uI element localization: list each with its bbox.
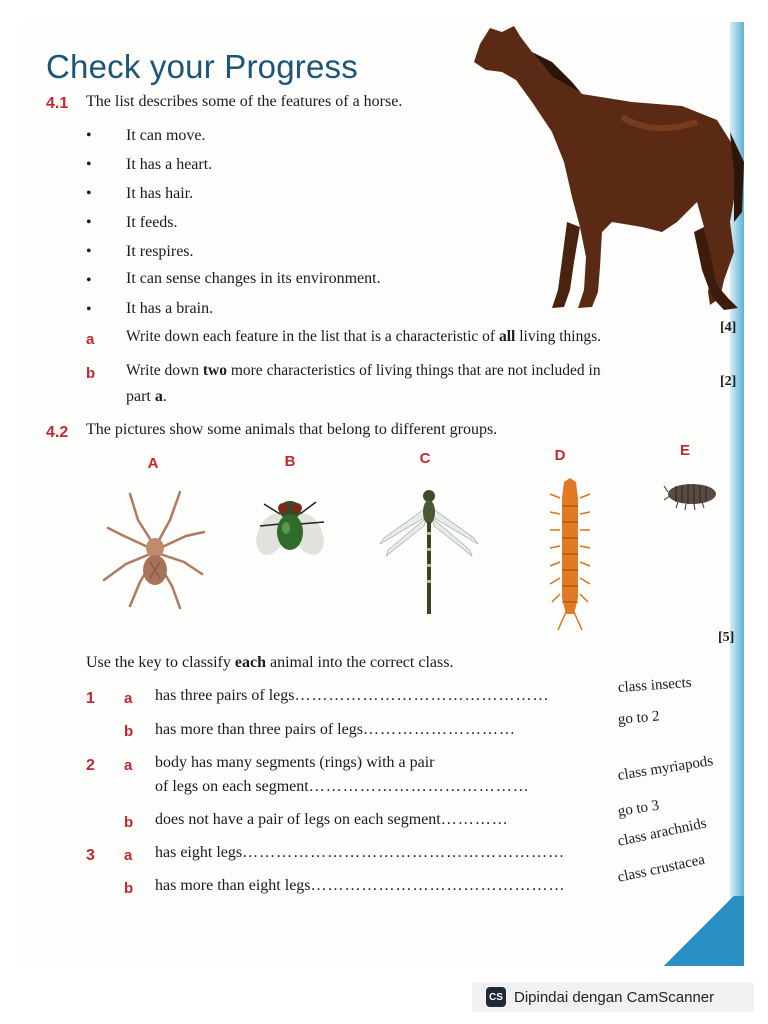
key-step-number: 3: [86, 847, 95, 864]
list-item: It feeds.: [126, 214, 178, 231]
fly-icon: [250, 484, 330, 564]
animal-label-b: B: [284, 453, 296, 470]
question-number-4-2: 4.2: [46, 424, 69, 441]
bullet-marker: •: [86, 214, 92, 231]
key-option-label: b: [124, 814, 134, 831]
part-a-label: a: [86, 331, 95, 348]
camscanner-text: Dipindai dengan CamScanner: [514, 988, 715, 1006]
key-step-number: 1: [86, 690, 95, 707]
part-a-text: Write down each feature in the list that is a characteristic of all living things.: [126, 328, 602, 345]
question-number-4-1: 4.1: [46, 95, 69, 112]
key-option-label: a: [124, 690, 133, 707]
textbook-page: [22, 22, 744, 966]
animal-label-c: C: [419, 450, 431, 467]
key-result: class arachnids: [616, 815, 708, 850]
key-intro: Use the key to classify each animal into the correct class.: [86, 654, 454, 671]
question-4-1-intro: The list describes some of the features of a horse.: [86, 93, 403, 110]
bullet-marker: •: [86, 272, 92, 289]
page-corner-curl: [654, 896, 744, 966]
bullet-marker: •: [86, 243, 92, 260]
key-option-label: b: [124, 723, 134, 740]
centipede-icon: [548, 478, 592, 633]
animal-label-e: E: [679, 442, 690, 459]
key-row: has more than eight legs………………………………………: [155, 877, 566, 894]
key-row-continued: of legs on each segment…………………………………: [155, 778, 530, 795]
key-result: go to 3: [616, 797, 661, 820]
camscanner-watermark: [472, 982, 754, 1012]
woodlouse-icon: [664, 480, 720, 512]
key-row: does not have a pair of legs on each segment…………: [155, 811, 509, 828]
part-b-label: b: [86, 365, 96, 382]
part-b-marks: [2]: [720, 374, 737, 389]
key-result: go to 2: [617, 708, 661, 728]
bullet-marker: •: [86, 156, 92, 173]
part-a-marks: [4]: [720, 320, 737, 335]
key-result: class insects: [617, 674, 693, 696]
key-step-number: 2: [86, 757, 95, 774]
list-item: It has a heart.: [126, 156, 213, 173]
bullet-marker: •: [86, 127, 92, 144]
camscanner-logo-icon: CS: [486, 987, 506, 1007]
horse-icon: [472, 22, 744, 317]
animal-label-a: A: [147, 455, 159, 472]
key-row: has more than three pairs of legs………………………: [155, 721, 516, 738]
part-b-text: Write down two more characteristics of living things that are not included in: [126, 362, 601, 379]
key-row: body has many segments (rings) with a pair: [155, 754, 435, 771]
animal-label-d: D: [554, 447, 566, 464]
question-4-2-marks: [5]: [718, 630, 735, 645]
key-result: class crustacea: [616, 851, 707, 886]
question-4-2-intro: The pictures show some animals that belong to different groups.: [86, 421, 498, 438]
list-item: It can sense changes in its environment.: [126, 270, 381, 287]
list-item: It respires.: [126, 243, 194, 260]
spider-icon: [100, 482, 210, 612]
key-row: has eight legs…………………………………………………: [155, 844, 566, 861]
key-option-label: b: [124, 880, 134, 897]
key-option-label: a: [124, 847, 133, 864]
page-title: Check your Progress: [46, 48, 358, 85]
bullet-marker: •: [86, 301, 92, 318]
list-item: It has a brain.: [126, 300, 214, 317]
key-option-label: a: [124, 757, 133, 774]
key-row: has three pairs of legs………………………………………: [155, 687, 550, 704]
list-item: It can move.: [126, 127, 206, 144]
list-item: It has hair.: [126, 185, 194, 202]
key-result: class myriapods: [616, 753, 715, 784]
dragonfly-icon: [374, 488, 484, 618]
bullet-marker: •: [86, 185, 92, 202]
part-b-text-line2: part a.: [126, 388, 167, 405]
